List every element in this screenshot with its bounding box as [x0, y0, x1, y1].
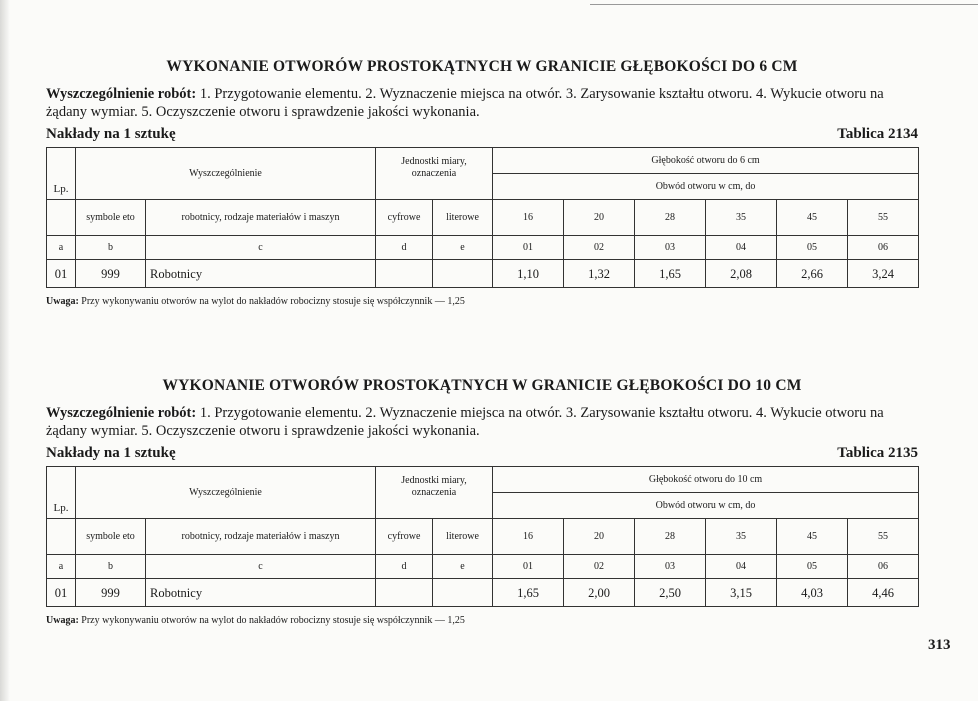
code-05: 05	[777, 236, 848, 260]
code-03: 03	[635, 236, 706, 260]
row-literowe	[433, 579, 493, 607]
uwaga-label: Uwaga:	[46, 615, 79, 626]
spec-label: Wyszczególnienie robót:	[46, 405, 197, 421]
size-35: 35	[706, 519, 777, 555]
row-cyfrowe	[376, 579, 433, 607]
tablica-number: Tablica 2135	[837, 445, 918, 461]
section-tablica-2134	[46, 58, 918, 307]
row-name: Robotnicy	[146, 260, 376, 288]
row-name: Robotnicy	[146, 579, 376, 607]
naklady-row	[46, 126, 918, 143]
size-16: 16	[493, 200, 564, 236]
row-lp: 01	[47, 260, 76, 288]
uwaga-text: Przy wykonywaniu otworów na wylot do nakładów robocizny stosuje się współczynnik — 1,25	[81, 615, 465, 626]
header-glebokosc: Głębokość otworu do 10 cm	[493, 467, 919, 493]
header-jednostki: Jednostki miary, oznaczenia	[376, 467, 493, 519]
header-jednostki: Jednostki miary, oznaczenia	[376, 148, 493, 200]
size-55: 55	[848, 519, 919, 555]
header-lp: Lp.	[47, 467, 76, 519]
spec-text: 1. Przygotowanie elementu. 2. Wyznaczenie miejsca na otwór. 3. Zarysowanie kształtu otworu. 4. Wykucie otworu na żądany wymiar. 5. Oczyszczenie otworu i sprawdzenie jakości wykonania.	[46, 405, 884, 439]
letter-a: a	[47, 555, 76, 579]
spec-text: 1. Przygotowanie elementu. 2. Wyznaczenie miejsca na otwór. 3. Zarysowanie kształtu otworu. 4. Wykucie otworu na żądany wymiar. 5. Oczyszczenie otworu i sprawdzenie jakości wykonania.	[46, 86, 884, 120]
size-20: 20	[564, 200, 635, 236]
blank-cell	[47, 200, 76, 236]
size-45: 45	[777, 200, 848, 236]
code-06: 06	[848, 555, 919, 579]
row-value: 2,00	[564, 579, 635, 607]
row-value: 4,03	[777, 579, 848, 607]
row-symbol: 999	[76, 260, 146, 288]
code-06: 06	[848, 236, 919, 260]
uwaga-note	[46, 296, 918, 307]
row-value: 1,10	[493, 260, 564, 288]
code-05: 05	[777, 555, 848, 579]
letter-e: e	[433, 555, 493, 579]
header-literowe: literowe	[433, 200, 493, 236]
letter-e: e	[433, 236, 493, 260]
code-02: 02	[564, 236, 635, 260]
letter-c: c	[146, 236, 376, 260]
norms-table	[46, 147, 919, 288]
section-title: WYKONANIE OTWORÓW PROSTOKĄTNYCH W GRANICIE GŁĘBOKOŚCI DO 6 CM	[166, 58, 798, 75]
norms-table	[46, 466, 919, 607]
header-robotnicy: robotnicy, rodzaje materiałów i maszyn	[146, 519, 376, 555]
uwaga-label: Uwaga:	[46, 296, 79, 307]
code-02: 02	[564, 555, 635, 579]
letter-d: d	[376, 555, 433, 579]
row-value: 1,65	[493, 579, 564, 607]
tablica-number: Tablica 2134	[837, 126, 918, 142]
blank-cell	[47, 519, 76, 555]
spec-paragraph	[46, 404, 918, 440]
naklady-row	[46, 445, 918, 462]
header-symbole: symbole eto	[76, 519, 146, 555]
section-tablica-2135	[46, 377, 918, 626]
size-55: 55	[848, 200, 919, 236]
naklady-label: Nakłady na 1 sztukę	[46, 445, 176, 461]
top-rule	[590, 4, 978, 5]
row-value: 3,15	[706, 579, 777, 607]
code-01: 01	[493, 555, 564, 579]
binding-shadow	[0, 0, 10, 701]
header-lp: Lp.	[47, 148, 76, 200]
letter-d: d	[376, 236, 433, 260]
row-cyfrowe	[376, 260, 433, 288]
size-45: 45	[777, 519, 848, 555]
page-number: 313	[928, 637, 951, 653]
size-35: 35	[706, 200, 777, 236]
code-04: 04	[706, 555, 777, 579]
header-wyszczegolnienie: Wyszczególnienie	[76, 467, 376, 519]
header-literowe: literowe	[433, 519, 493, 555]
row-literowe	[433, 260, 493, 288]
header-wyszczegolnienie: Wyszczególnienie	[76, 148, 376, 200]
size-28: 28	[635, 200, 706, 236]
size-28: 28	[635, 519, 706, 555]
header-obwod: Obwód otworu w cm, do	[493, 174, 919, 200]
row-symbol: 999	[76, 579, 146, 607]
row-value: 1,65	[635, 260, 706, 288]
uwaga-note	[46, 615, 918, 626]
spec-paragraph	[46, 85, 918, 121]
row-value: 2,50	[635, 579, 706, 607]
size-16: 16	[493, 519, 564, 555]
section-title: WYKONANIE OTWORÓW PROSTOKĄTNYCH W GRANICIE GŁĘBOKOŚCI DO 10 CM	[162, 377, 802, 394]
letter-c: c	[146, 555, 376, 579]
header-symbole: symbole eto	[76, 200, 146, 236]
code-04: 04	[706, 236, 777, 260]
uwaga-text: Przy wykonywaniu otworów na wylot do nakładów robocizny stosuje się współczynnik — 1,25	[81, 296, 465, 307]
header-obwod: Obwód otworu w cm, do	[493, 493, 919, 519]
letter-b: b	[76, 555, 146, 579]
row-value: 3,24	[848, 260, 919, 288]
row-value: 1,32	[564, 260, 635, 288]
row-lp: 01	[47, 579, 76, 607]
letter-a: a	[47, 236, 76, 260]
header-cyfrowe: cyfrowe	[376, 200, 433, 236]
letter-b: b	[76, 236, 146, 260]
header-robotnicy: robotnicy, rodzaje materiałów i maszyn	[146, 200, 376, 236]
code-03: 03	[635, 555, 706, 579]
code-01: 01	[493, 236, 564, 260]
row-value: 4,46	[848, 579, 919, 607]
header-glebokosc: Głębokość otworu do 6 cm	[493, 148, 919, 174]
spec-label: Wyszczególnienie robót:	[46, 86, 197, 102]
naklady-label: Nakłady na 1 sztukę	[46, 126, 176, 142]
row-value: 2,66	[777, 260, 848, 288]
size-20: 20	[564, 519, 635, 555]
header-cyfrowe: cyfrowe	[376, 519, 433, 555]
row-value: 2,08	[706, 260, 777, 288]
